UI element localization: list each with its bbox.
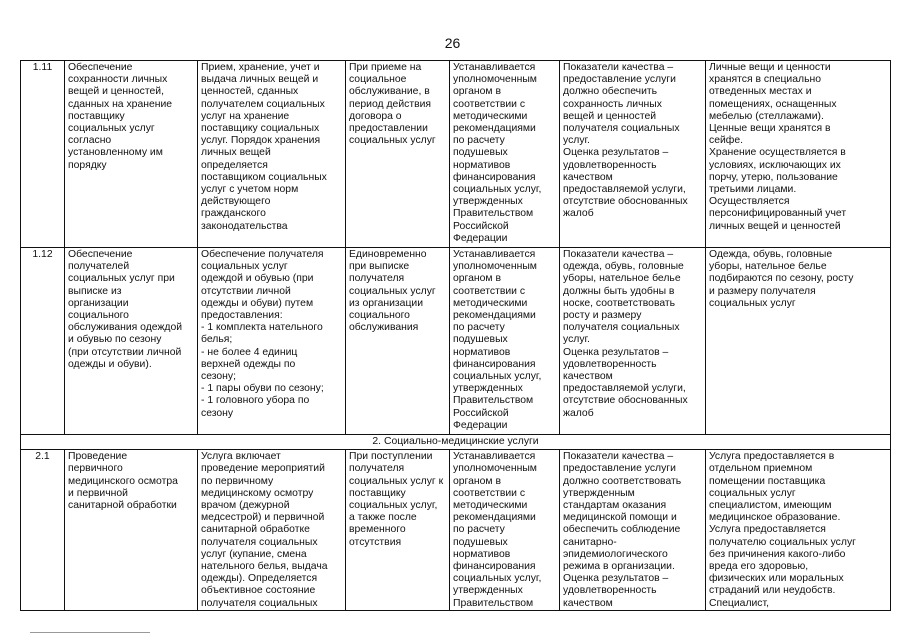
section-row [21, 435, 891, 450]
cell-line: отсутствие обоснованных [563, 395, 688, 407]
cell-line: получателю социальных услуг [709, 536, 856, 548]
cell-line: финансирования [453, 171, 536, 183]
cell-line: Федерации [453, 232, 508, 244]
cell-line: Российской [453, 220, 509, 232]
cell-line: предоставлении [349, 123, 428, 135]
cell-line: уборы, нательное белье [709, 261, 827, 273]
cell-line: уполномоченным [453, 261, 537, 273]
cell-line: определяется [201, 159, 268, 171]
cell-line: третьими лицами. [709, 184, 797, 196]
cell-line: сохранности личных [68, 74, 168, 86]
cell-line: медицинскому осмотру [201, 487, 314, 499]
cell-line: медицинское образование. [709, 512, 841, 524]
cell-line: Обеспечение [68, 249, 133, 260]
cell-line: подушевых [453, 536, 508, 548]
cell-line: поставщиком социальных [201, 171, 327, 183]
cell-line: отсутствия [349, 536, 402, 548]
cell-line: предоставляемой услуги, [563, 383, 686, 395]
cell-line: получателя социальных [201, 597, 318, 609]
cell-line: по расчету [453, 322, 505, 334]
cell-line: действующего [201, 196, 271, 208]
cell-line: социального [68, 310, 129, 322]
cell-line: социальных услуг к [349, 475, 444, 487]
cell-line: (при отсутствии личной [68, 346, 182, 358]
cell-line: согласно [68, 135, 112, 147]
cell-line: Специалист, [709, 597, 769, 609]
cell-line: предоставление услуги [563, 463, 676, 475]
cell-line: органом в [453, 273, 501, 285]
cell-line: социальных услуг при [68, 273, 175, 285]
cell-line: рекомендациями [453, 310, 536, 322]
service-name-cell [65, 248, 198, 435]
cell-line: качеством [563, 597, 613, 609]
cell-line: врачом (дежурной [201, 500, 290, 512]
cell-line: поставщику [68, 110, 125, 122]
cell-line: порядку [68, 159, 107, 171]
cell-line: из организации [349, 297, 423, 309]
cell-line: медицинской помощи и [563, 512, 677, 524]
cell-line: Услуга предоставляется [709, 524, 826, 536]
cell-line: вещей и ценностей, [68, 86, 164, 98]
cell-line: специалистом, имеющим [709, 500, 832, 512]
cell-line: выдача личных вещей и [201, 74, 319, 86]
cell-line: услуг на хранение [201, 110, 290, 122]
cell-line: по расчету [453, 135, 505, 147]
cell-line: подушевых [453, 147, 508, 159]
cell-line: социальных услуг, [349, 500, 438, 512]
cell-line: персонифицированный учет [709, 208, 847, 220]
cell-line: социальных услуг, [453, 371, 542, 383]
cell-line: получателя социальных [201, 536, 318, 548]
service-description-cell [198, 61, 346, 248]
cell-line: личных вещей [201, 147, 271, 159]
cell-line: удовлетворенность [563, 159, 657, 171]
cell-line: утвержденных [453, 196, 523, 208]
cell-line: предоставления: [201, 310, 283, 322]
cell-line: Оценка результатов – [563, 346, 669, 358]
cell-line: Устанавливается [453, 62, 536, 73]
cell-line: без причинения какого-либо [709, 548, 846, 560]
cell-line: уборы, нательное белье [563, 273, 681, 285]
cell-line: выписке из [68, 285, 122, 297]
cell-line: социальных услуг [68, 123, 155, 135]
cell-line: Единовременно [349, 249, 427, 260]
cell-line: Показатели качества – [563, 62, 674, 73]
cell-line: При поступлении [349, 451, 433, 463]
cell-line: одежды и обуви). [68, 358, 152, 370]
cell-line: Прием, хранение, учет и [201, 62, 320, 73]
service-name-cell [65, 450, 198, 611]
cell-line: отсутствие обоснованных [563, 196, 688, 208]
cell-line: Устанавливается [453, 451, 536, 463]
cell-line: Осуществляется [709, 196, 790, 208]
cell-line: Оценка результатов – [563, 573, 669, 585]
cell-line: уполномоченным [453, 74, 537, 86]
cell-line: медицинского осмотра [68, 475, 178, 487]
cell-line: поставщику социальных [201, 123, 320, 135]
cell-line: обеспечить соблюдение [563, 524, 681, 536]
cell-line: сезону [201, 407, 234, 419]
cell-line: законодательства [201, 220, 288, 232]
cell-line: социальных услуг [349, 135, 436, 147]
cell-line: соответствии с [453, 98, 526, 110]
cell-line: Показатели качества – [563, 451, 674, 463]
cell-line: услуг с учетом норм [201, 184, 299, 196]
cell-line: жалоб [563, 407, 594, 419]
service-description-cell [198, 248, 346, 435]
cell-line: утвержденных [453, 383, 523, 395]
cell-line: услуг (купание, смена [201, 548, 307, 560]
cell-line: условиях, исключающих их [709, 159, 841, 171]
cell-line: финансирования [453, 561, 536, 573]
cell-line: социальных услуг [709, 487, 796, 499]
cell-line: Оценка результатов – [563, 147, 669, 159]
cell-line: и обувью по сезону [68, 334, 162, 346]
cell-line: услуг. [563, 135, 590, 147]
cell-line: - 1 пары обуви по сезону; [201, 383, 324, 395]
cell-line: получателей [68, 261, 130, 273]
cell-line: качеством [563, 171, 613, 183]
cell-line: - не более 4 единиц [201, 346, 298, 358]
cell-line: помещении поставщика [709, 475, 826, 487]
cell-line: финансирования [453, 358, 536, 370]
cell-line: подбираются по сезону, росту [709, 273, 854, 285]
cell-line: санитарно- [563, 536, 617, 548]
cell-line: обслуживания одеждой [68, 322, 183, 334]
cell-line: Правительством [453, 395, 534, 407]
service-term-cell [346, 248, 450, 435]
cell-line: ценностей, сданных [201, 86, 299, 98]
cell-line: При приеме на [349, 62, 422, 73]
cell-line: качеством [563, 371, 613, 383]
row-number: 1.11 [21, 61, 65, 248]
cell-line: временного [349, 524, 406, 536]
cell-line: методическими [453, 500, 528, 512]
cell-line: носке, соответствовать [563, 297, 676, 309]
cell-line: сейфе. [709, 135, 743, 147]
cell-line: помещениях, оснащенных [709, 98, 837, 110]
cell-line: удовлетворенность [563, 358, 657, 370]
service-term-cell [346, 450, 450, 611]
cell-line: организации [68, 297, 129, 309]
cell-line: физических или моральных [709, 573, 844, 585]
cell-line: объективное состояние [201, 585, 316, 597]
cell-line: отдельном приемном [709, 463, 813, 475]
cell-line: вреда его здоровью, [709, 561, 809, 573]
cell-line: одеждой и обувью (при [201, 273, 314, 285]
row-number: 1.12 [21, 248, 65, 435]
cell-line: при выписке [349, 261, 410, 273]
cell-line: предоставление услуги [563, 74, 676, 86]
cell-line: рекомендациями [453, 123, 536, 135]
cell-line: Правительством [453, 597, 534, 609]
cell-line: по расчету [453, 524, 505, 536]
cell-line: стандартам оказания [563, 500, 667, 512]
cell-line: Показатели качества – [563, 249, 674, 260]
cell-line: органом в [453, 86, 501, 98]
cell-line: режима в организации. [563, 561, 675, 573]
cell-line: мебелью (стеллажами). [709, 110, 824, 122]
cell-line: Обеспечение [68, 62, 133, 73]
cell-line: нательного белья, выдача [201, 561, 328, 573]
page-number: 26 [444, 35, 461, 51]
cell-line: Устанавливается [453, 249, 536, 260]
cell-line: первичного [68, 463, 123, 475]
cell-line: утвержденным [563, 487, 635, 499]
cell-line: органом в [453, 475, 501, 487]
cell-line: утвержденных [453, 585, 523, 597]
cell-line: медсестрой) и первичной [201, 512, 325, 524]
cell-line: сезону; [201, 371, 236, 383]
cell-line: Правительством [453, 208, 534, 220]
cell-line: эпидемиологического [563, 548, 668, 560]
cell-line: методическими [453, 110, 528, 122]
cell-line: поставщику [349, 487, 406, 499]
cell-line: договора о [349, 110, 402, 122]
cell-line: соответствии с [453, 285, 526, 297]
cell-line: социальных услуг, [453, 184, 542, 196]
cell-line: удовлетворенность [563, 585, 657, 597]
bottom-rule [30, 632, 150, 633]
service-norm-cell [450, 61, 560, 248]
cell-line: гражданского [201, 208, 266, 220]
cell-line: Услуга включает [201, 451, 281, 463]
cell-line: хранятся в специально [709, 74, 822, 86]
cell-line: сохранность личных [563, 98, 662, 110]
table-row [21, 450, 891, 611]
cell-line: соответствии с [453, 487, 526, 499]
cell-line: Одежда, обувь, головные [709, 249, 833, 260]
cell-line: Личные вещи и ценности [709, 62, 831, 73]
service-quality-cell [560, 450, 706, 611]
cell-line: а также после [349, 512, 417, 524]
cell-line: должны быть удобны в [563, 285, 675, 297]
service-conditions-cell [706, 450, 891, 611]
cell-line: социальных услуг [201, 261, 288, 273]
cell-line: верхней одежды по [201, 358, 296, 370]
cell-line: одежда, обувь, головные [563, 261, 684, 273]
service-quality-cell [560, 61, 706, 248]
cell-line: обслуживания [349, 322, 419, 334]
cell-line: порчу, утерю, пользование [709, 171, 838, 183]
cell-line: услуг. Порядок хранения [201, 135, 321, 147]
cell-line: уполномоченным [453, 463, 537, 475]
cell-line: отсутствии личной [201, 285, 291, 297]
cell-line: и первичной [68, 487, 128, 499]
cell-line: рекомендациями [453, 512, 536, 524]
cell-line: получателя [349, 273, 405, 285]
cell-line: социальное [349, 74, 407, 86]
cell-line: Хранение осуществляется в [709, 147, 846, 159]
section-title: 2. Социально-медицинские услуги [21, 435, 891, 450]
cell-line: одежды и обуви) путем [201, 297, 314, 309]
cell-line: получателя [349, 463, 405, 475]
cell-line: отведенных местах и [709, 86, 812, 98]
cell-line: должно обеспечить [563, 86, 658, 98]
cell-line: социальных услуг [349, 285, 436, 297]
cell-line: - 1 головного убора по [201, 395, 310, 407]
cell-line: и размеру получателя [709, 285, 816, 297]
cell-line: нормативов [453, 159, 511, 171]
cell-line: одежды). Определяется [201, 573, 318, 585]
cell-line: страданий или неудобств. [709, 585, 836, 597]
cell-line: проведение мероприятий [201, 463, 325, 475]
cell-line: предоставляемой услуги, [563, 184, 686, 196]
cell-line: по первичному [201, 475, 274, 487]
service-conditions-cell [706, 248, 891, 435]
cell-line: методическими [453, 297, 528, 309]
services-table [20, 60, 891, 611]
service-name-cell [65, 61, 198, 248]
cell-line: сданных на хранение [68, 98, 173, 110]
cell-line: услуг. [563, 334, 590, 346]
cell-line: период действия [349, 98, 432, 110]
row-number: 2.1 [21, 450, 65, 611]
cell-line: росту и размеру [563, 310, 642, 322]
table-row [21, 61, 891, 248]
cell-line: получателя социальных [563, 322, 680, 334]
cell-line: Ценные вещи хранятся в [709, 123, 831, 135]
cell-line: социальных услуг [709, 297, 796, 309]
cell-line: - 1 комплекта нательного [201, 322, 323, 334]
cell-line: личных вещей и ценностей [709, 220, 841, 232]
cell-line: Федерации [453, 419, 508, 431]
cell-line: получателя социальных [563, 123, 680, 135]
cell-line: Проведение [68, 451, 128, 463]
cell-line: получателем социальных [201, 98, 325, 110]
cell-line: Российской [453, 407, 509, 419]
service-conditions-cell [706, 61, 891, 248]
cell-line: социальных услуг, [453, 573, 542, 585]
cell-line: нормативов [453, 548, 511, 560]
cell-line: белья; [201, 334, 233, 346]
service-description-cell [198, 450, 346, 611]
cell-line: обслуживание, в [349, 86, 430, 98]
cell-line: нормативов [453, 346, 511, 358]
service-term-cell [346, 61, 450, 248]
cell-line: санитарной обработке [201, 524, 310, 536]
cell-line: жалоб [563, 208, 594, 220]
cell-line: подушевых [453, 334, 508, 346]
service-quality-cell [560, 248, 706, 435]
cell-line: должно соответствовать [563, 475, 682, 487]
cell-line: социального [349, 310, 410, 322]
table-row [21, 248, 891, 435]
cell-line: Услуга предоставляется в [709, 451, 835, 463]
cell-line: вещей и ценностей [563, 110, 657, 122]
cell-line: Обеспечение получателя [201, 249, 324, 260]
service-norm-cell [450, 450, 560, 611]
service-norm-cell [450, 248, 560, 435]
cell-line: санитарной обработки [68, 500, 177, 512]
cell-line: установленному им [68, 147, 163, 159]
